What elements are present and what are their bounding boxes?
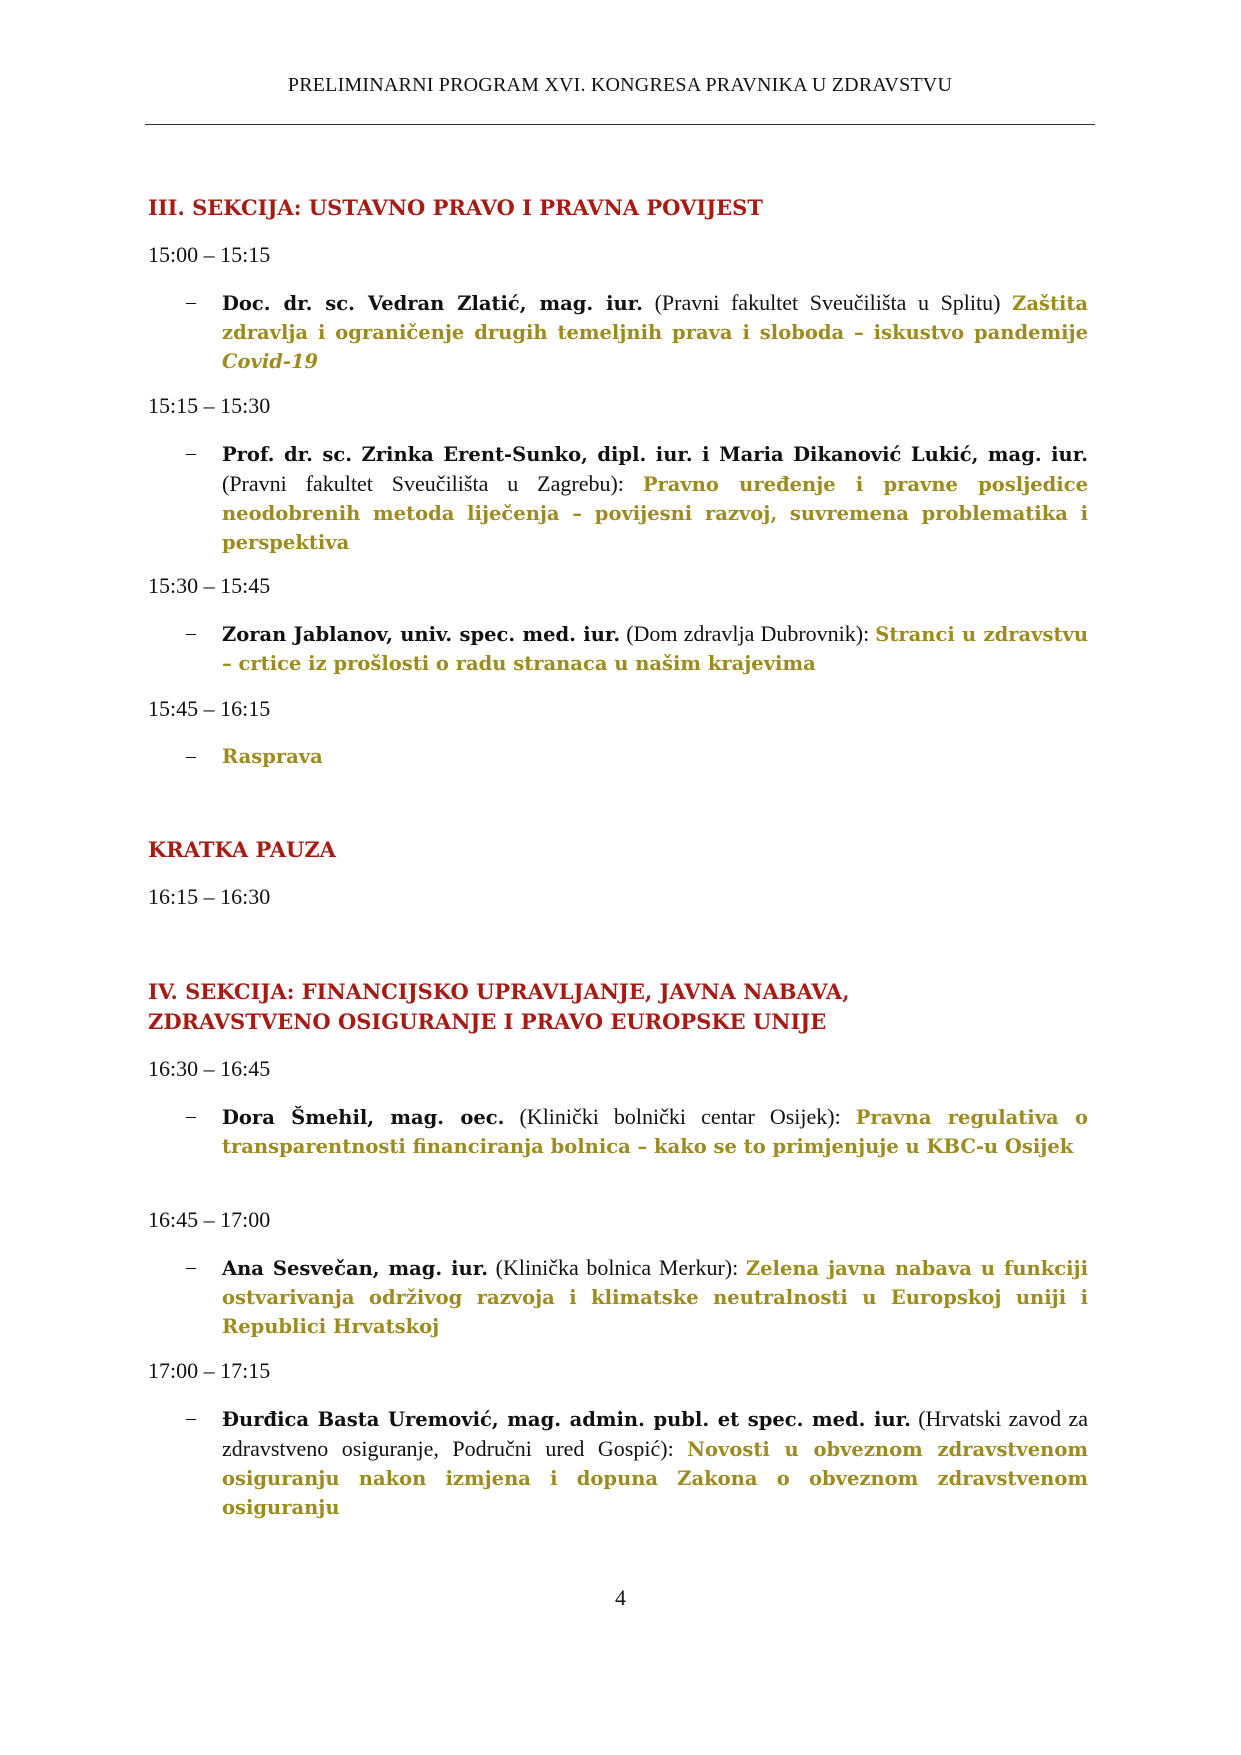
program-item — [186, 1253, 1088, 1341]
section-4-title-line: ZDRAVSTVENO OSIGURANJE I PRAVO EUROPSKE UNIJE — [148, 1009, 827, 1034]
program-item — [186, 619, 1089, 678]
lecture-topic: Rasprava — [222, 745, 323, 768]
header-divider — [145, 124, 1095, 125]
page-header-title: PRELIMINARNI PROGRAM XVI. KONGRESA PRAVNIKA U ZDRAVSTVU — [287, 74, 953, 96]
program-item — [186, 439, 1088, 557]
slot-time: 15:45 – 16:15 — [148, 696, 271, 721]
page-number: 4 — [615, 1585, 626, 1610]
slot-time: 17:00 – 17:15 — [148, 1358, 271, 1383]
speaker-name: Zoran Jablanov, univ. spec. med. iur. — [222, 623, 621, 646]
program-item — [186, 742, 1088, 771]
institution: (Hrvatski zavod za zdravstveno osiguranje, Područni ured Gospić): — [222, 1406, 1088, 1461]
list-dash: – — [186, 1256, 196, 1278]
institution: (Klinička bolnica Merkur): — [488, 1255, 746, 1280]
lecture-topic: Zelena javna nabava u funkciji ostvarivanja održivog razvoja i klimatske neutralnosti u Europskoj uniji i Republici Hrvatskoj — [222, 1257, 1088, 1338]
lecture-topic: Stranci u zdravstvu – crtice iz prošlosti o radu stranaca u našim krajevima — [222, 623, 1089, 675]
slot-time: 15:30 – 15:45 — [148, 573, 271, 598]
list-dash: – — [186, 622, 196, 644]
lecture-topic: Zaštita zdravlja i ograničenje drugih temeljnih prava i sloboda – iskustvo pandemije Covid-19 — [222, 292, 1088, 373]
institution: (Dom zdravlja Dubrovnik): — [620, 621, 876, 646]
speaker-name: Prof. dr. sc. Zrinka Erent-Sunko, dipl. iur. i Maria Dikanović Lukić, mag. iur. — [222, 443, 1088, 466]
program-item — [186, 1404, 1088, 1522]
topic-italic: Covid-19 — [222, 350, 319, 373]
list-dash: – — [186, 1105, 196, 1127]
list-dash: – — [186, 291, 196, 313]
program-item — [186, 1102, 1089, 1161]
slot-time: 16:30 – 16:45 — [148, 1056, 271, 1081]
section-4-title-line: IV. SEKCIJA: FINANCIJSKO UPRAVLJANJE, JAVNA NABAVA, — [148, 979, 850, 1004]
slot-time: 15:15 – 15:30 — [148, 393, 271, 418]
list-dash: – — [186, 442, 196, 464]
list-dash: – — [186, 745, 196, 767]
speaker-name: Doc. dr. sc. Vedran Zlatić, mag. iur. — [222, 292, 643, 315]
institution: (Pravni fakultet Sveučilišta u Splitu) — [642, 290, 1013, 315]
speaker-name: Ana Sesvečan, mag. iur. — [222, 1257, 489, 1280]
lecture-topic: Pravno uređenje i pravne posljedice neodobrenih metoda liječenja – povijesni razvoj, suvremena problematika i perspektiva — [222, 473, 1088, 554]
section-4-title — [148, 977, 1098, 1037]
speaker-name: Dora Šmehil, mag. oec. — [222, 1106, 505, 1129]
speaker-name: Đurđica Basta Uremović, mag. admin. publ. et spec. med. iur. — [222, 1408, 911, 1431]
list-dash: – — [186, 1407, 196, 1429]
program-item — [186, 288, 1088, 376]
institution: (Klinički bolnički centar Osijek): — [504, 1104, 856, 1129]
slot-time: 16:45 – 17:00 — [148, 1207, 271, 1232]
pause-title: KRATKA PAUZA — [148, 837, 336, 862]
institution: (Pravni fakultet Sveučilišta u Zagrebu): — [222, 471, 643, 496]
section-3-title: III. SEKCIJA: USTAVNO PRAVO I PRAVNA POVIJEST — [148, 195, 763, 220]
slot-time: 15:00 – 15:15 — [148, 242, 271, 267]
lecture-topic: Pravna regulativa o transparentnosti financiranja bolnica – kako se to primjenjuje u KBC-u Osijek — [222, 1106, 1089, 1158]
lecture-topic: Novosti u obveznom zdravstvenom osiguranju nakon izmjena i dopuna Zakona o obveznom zdravstvenom osiguranju — [222, 1438, 1088, 1519]
slot-time: 16:15 – 16:30 — [148, 884, 271, 909]
